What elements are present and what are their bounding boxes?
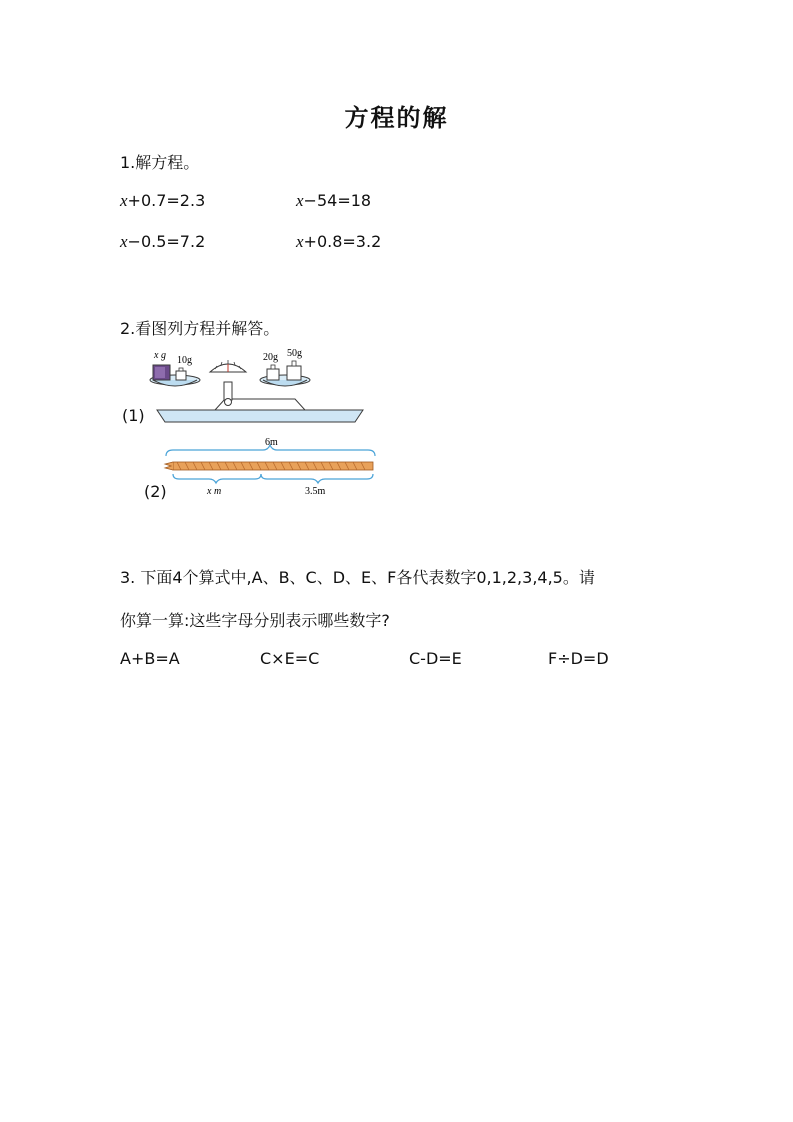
label-part-x: x m (207, 486, 222, 497)
equation-2 (296, 191, 371, 211)
question-3-prompt-line2: 你算一算:这些字母分别表示哪些数字? (120, 611, 390, 630)
scale-pivot (225, 399, 232, 406)
equation-body: +0.7=2.3 (127, 191, 206, 210)
equation-variable: x (296, 191, 304, 210)
label-x-grams: x g (154, 350, 166, 361)
question-2-prompt: 2.看图列方程并解答。 (120, 319, 280, 338)
label-20g: 20g (263, 352, 278, 363)
equation-body: +0.8=3.2 (303, 232, 382, 251)
figure-1-label: (1) (122, 406, 145, 425)
equation-1 (120, 191, 205, 211)
label-50g: 50g (287, 348, 302, 359)
page-title: 方程的解 (344, 103, 449, 132)
equation-variable: x (120, 232, 128, 251)
scale-post (224, 382, 232, 400)
label-total-length: 6m (265, 437, 278, 448)
weight-20g (267, 369, 279, 380)
weight-10g (176, 371, 186, 380)
figure-2-label: (2) (144, 482, 167, 501)
expression-3: C-D=E (409, 649, 462, 668)
rope-figure (163, 436, 378, 498)
expression-1: A+B=A (120, 649, 180, 668)
equation-4 (296, 232, 381, 252)
balance-scale-figure (145, 342, 375, 427)
expression-2: C×E=C (260, 649, 320, 668)
weight-50g (287, 366, 301, 380)
equation-body: −0.5=7.2 (127, 232, 206, 251)
scale-base (157, 410, 363, 422)
question-1-prompt: 1.解方程。 (120, 153, 200, 172)
label-10g: 10g (177, 355, 192, 366)
expression-4: F÷D=D (548, 649, 609, 668)
part-3-5-brace (261, 474, 373, 483)
equation-body: −54=18 (303, 191, 372, 210)
equation-3 (120, 232, 205, 252)
equation-variable: x (296, 232, 304, 251)
label-part-3-5: 3.5m (305, 486, 326, 497)
question-3-prompt-line1: 3. 下面4个算式中,A、B、C、D、E、F各代表数字0,1,2,3,4,5。请 (120, 568, 595, 587)
part-x-brace (173, 474, 261, 483)
equation-variable: x (120, 191, 128, 210)
